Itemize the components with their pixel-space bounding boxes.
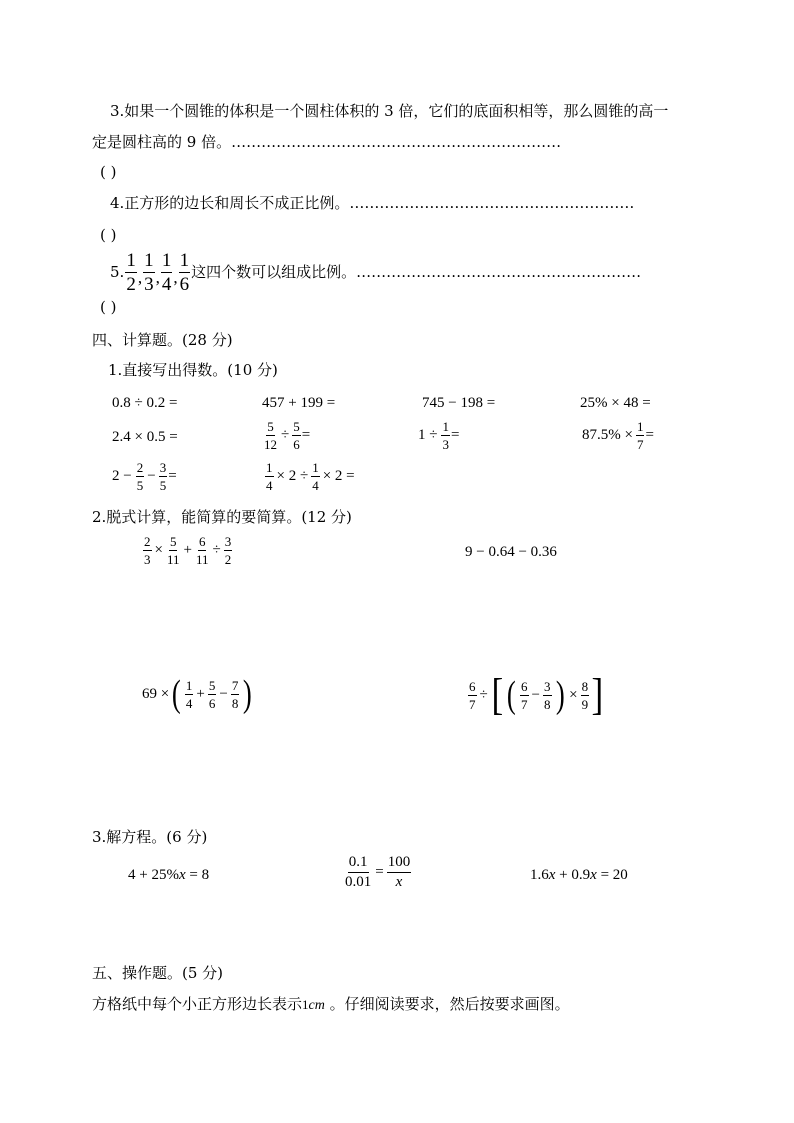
coef-a: 1.6 <box>530 867 549 883</box>
calc-2c <box>142 675 255 713</box>
left-paren: ( <box>507 674 517 716</box>
denominator: 9 <box>581 696 589 712</box>
fraction <box>159 461 168 492</box>
operator: − <box>531 686 541 703</box>
numerator: 3 <box>159 460 167 475</box>
numerator: 5 <box>267 419 274 434</box>
q4-text: 4.正方形的边长和周长不成正比例。………………………………………………… <box>110 194 635 212</box>
fraction <box>143 535 152 566</box>
fraction <box>292 420 301 451</box>
numerator: 5 <box>208 677 216 693</box>
fraction <box>166 535 181 566</box>
denominator: 8 <box>544 696 551 712</box>
equation-c <box>530 868 628 883</box>
coef-b: + 0.9 <box>559 867 591 883</box>
desc-unit-number: 1 <box>302 997 309 1012</box>
fraction <box>468 680 477 711</box>
q4-answer-paren[interactable]: ( ) <box>100 226 117 244</box>
denominator: 4 <box>266 478 273 493</box>
numerator: 7 <box>231 677 239 693</box>
numerator: 1 <box>185 677 193 693</box>
calc-2d <box>467 670 605 719</box>
variable: x <box>178 867 186 883</box>
denominator: 5 <box>159 478 167 493</box>
q5-line <box>110 251 641 294</box>
fraction <box>543 680 552 711</box>
numerator: 1 <box>126 250 136 271</box>
denominator: 11 <box>195 552 209 567</box>
operator: × 2 = <box>322 468 355 484</box>
numerator: 3 <box>544 678 551 694</box>
q3-line2: 定是圆柱高的 9 倍。………………………………………………………… <box>92 133 562 151</box>
numerator: 3 <box>224 534 232 549</box>
denominator: 5 <box>136 478 144 493</box>
calc-1i <box>112 461 177 492</box>
variable: x <box>548 867 556 883</box>
denominator: 11 <box>166 552 180 567</box>
calc-1f <box>262 420 310 451</box>
fraction <box>344 855 372 890</box>
operator: + <box>196 685 205 702</box>
fraction <box>231 679 240 710</box>
numerator: 1 <box>179 250 190 271</box>
left-paren: ( <box>172 673 181 715</box>
numerator: 6 <box>521 678 528 694</box>
operator: ÷ <box>212 542 221 558</box>
lhs: 4 + 25% <box>128 867 179 883</box>
fraction <box>636 420 645 451</box>
fraction <box>185 679 194 710</box>
denominator: 7 <box>521 696 528 712</box>
fraction <box>520 680 529 711</box>
calc-1g <box>418 420 459 451</box>
equals: = <box>168 468 177 484</box>
q5-prefix: 5. <box>110 263 125 281</box>
q3-line1: 3.如果一个圆锥的体积是一个圆柱体积的 3 倍，它们的底面积相等，那么圆锥的高一 <box>110 102 669 120</box>
numerator: 2 <box>144 534 151 549</box>
numerator: 6 <box>469 678 476 694</box>
prefix: 87.5% × <box>582 427 633 443</box>
desc-post: 。仔细阅读要求，然后按要求画图。 <box>324 995 570 1013</box>
fraction <box>441 420 450 451</box>
calc-1j <box>264 461 357 492</box>
calc-1e: 2.4 × 0.5 = <box>112 429 178 445</box>
equals: = <box>375 864 384 880</box>
section4-title: 四、计算题。(28 分) <box>92 331 233 349</box>
denominator: 4 <box>161 274 172 295</box>
denominator: 8 <box>231 695 239 711</box>
denominator: 12 <box>264 437 277 452</box>
operator: × <box>569 686 578 703</box>
fraction <box>224 535 233 566</box>
denominator: 2 <box>126 274 136 295</box>
left-bracket: [ <box>491 670 503 719</box>
part3-title: 3.解方程。(6 分) <box>92 828 208 846</box>
denominator: 7 <box>636 437 644 452</box>
right-paren: ) <box>243 673 253 715</box>
denominator: 4 <box>185 695 193 711</box>
prefix: 1 ÷ <box>418 427 438 443</box>
q5-fraction <box>161 251 173 294</box>
equals: = <box>450 427 460 443</box>
numerator: 1 <box>161 250 172 271</box>
equation-a <box>128 868 209 883</box>
denominator <box>395 873 404 890</box>
operator: − <box>219 685 228 702</box>
denominator: 3 <box>144 274 154 295</box>
fraction <box>387 855 412 890</box>
q5-fraction <box>179 251 191 294</box>
equation-b <box>343 855 412 890</box>
numerator: 0.1 <box>348 855 369 873</box>
q5-fraction <box>143 251 155 294</box>
prefix: 69 × <box>142 685 170 702</box>
q5-fraction <box>125 251 137 294</box>
operator: − <box>147 468 156 484</box>
part1-title: 1.直接写出得数。(10 分) <box>108 361 278 379</box>
fraction <box>208 679 217 710</box>
operator: × 2 ÷ <box>276 468 309 484</box>
fraction <box>311 461 320 492</box>
desc-pre: 方格纸中每个小正方形边长表示 <box>92 995 303 1013</box>
numerator: 5 <box>169 534 177 549</box>
denominator: 0.01 <box>345 874 372 890</box>
fraction <box>581 680 590 711</box>
section5-title: 五、操作题。(5 分) <box>92 964 224 982</box>
numerator: 8 <box>581 678 589 694</box>
q5-answer-paren[interactable]: ( ) <box>100 298 117 316</box>
denominator: 2 <box>224 552 232 567</box>
part2-title: 2.脱式计算，能简算的要简算。(12 分) <box>92 508 352 526</box>
operator: × <box>154 542 163 558</box>
numerator: 1 <box>144 250 154 271</box>
denominator: 6 <box>179 274 190 295</box>
section5-desc <box>92 997 570 1013</box>
operator: ÷ <box>281 427 290 443</box>
denominator: 3 <box>144 552 151 567</box>
variable: x <box>590 867 597 883</box>
q5-text: 这四个数可以组成比例。………………………………………………… <box>191 263 642 281</box>
calc-1b: 457 + 199 = <box>262 395 336 411</box>
equals: = <box>645 427 654 443</box>
numerator: 6 <box>198 534 206 549</box>
operator: ÷ <box>479 686 488 703</box>
denominator: 4 <box>312 478 319 493</box>
comma: , <box>155 268 160 287</box>
right-paren: ) <box>555 674 565 716</box>
fraction <box>265 461 274 492</box>
fraction <box>195 535 210 566</box>
calc-2b: 9 − 0.64 − 0.36 <box>465 544 557 560</box>
denominator: 6 <box>208 695 216 711</box>
denominator: 6 <box>293 437 300 452</box>
calc-1h <box>582 420 654 451</box>
numerator: 1 <box>636 419 644 434</box>
rhs: = 8 <box>189 867 210 883</box>
calc-1c: 745 − 198 = <box>422 395 496 411</box>
fraction <box>263 420 278 451</box>
equals: = <box>301 427 311 443</box>
denominator: 7 <box>469 696 476 712</box>
fraction <box>136 461 145 492</box>
prefix: 2 − <box>112 468 132 484</box>
operator: + <box>183 542 192 558</box>
calc-1d: 25% × 48 = <box>580 395 651 411</box>
calc-1a: 0.8 ÷ 0.2 = <box>112 395 178 411</box>
rhs: = 20 <box>600 867 628 883</box>
comma: , <box>173 268 178 287</box>
q3-answer-paren[interactable]: ( ) <box>100 163 117 181</box>
right-bracket: ] <box>591 670 604 719</box>
numerator: 1 <box>312 460 319 475</box>
numerator: 5 <box>293 419 300 434</box>
calc-2a <box>142 535 233 566</box>
numerator: 1 <box>266 460 273 475</box>
denominator: 3 <box>442 437 449 452</box>
variable: x <box>395 874 403 890</box>
numerator: 2 <box>136 460 144 475</box>
numerator: 1 <box>442 419 449 434</box>
comma: , <box>137 268 143 287</box>
numerator: 100 <box>387 855 412 873</box>
desc-unit: cm <box>308 998 325 1013</box>
